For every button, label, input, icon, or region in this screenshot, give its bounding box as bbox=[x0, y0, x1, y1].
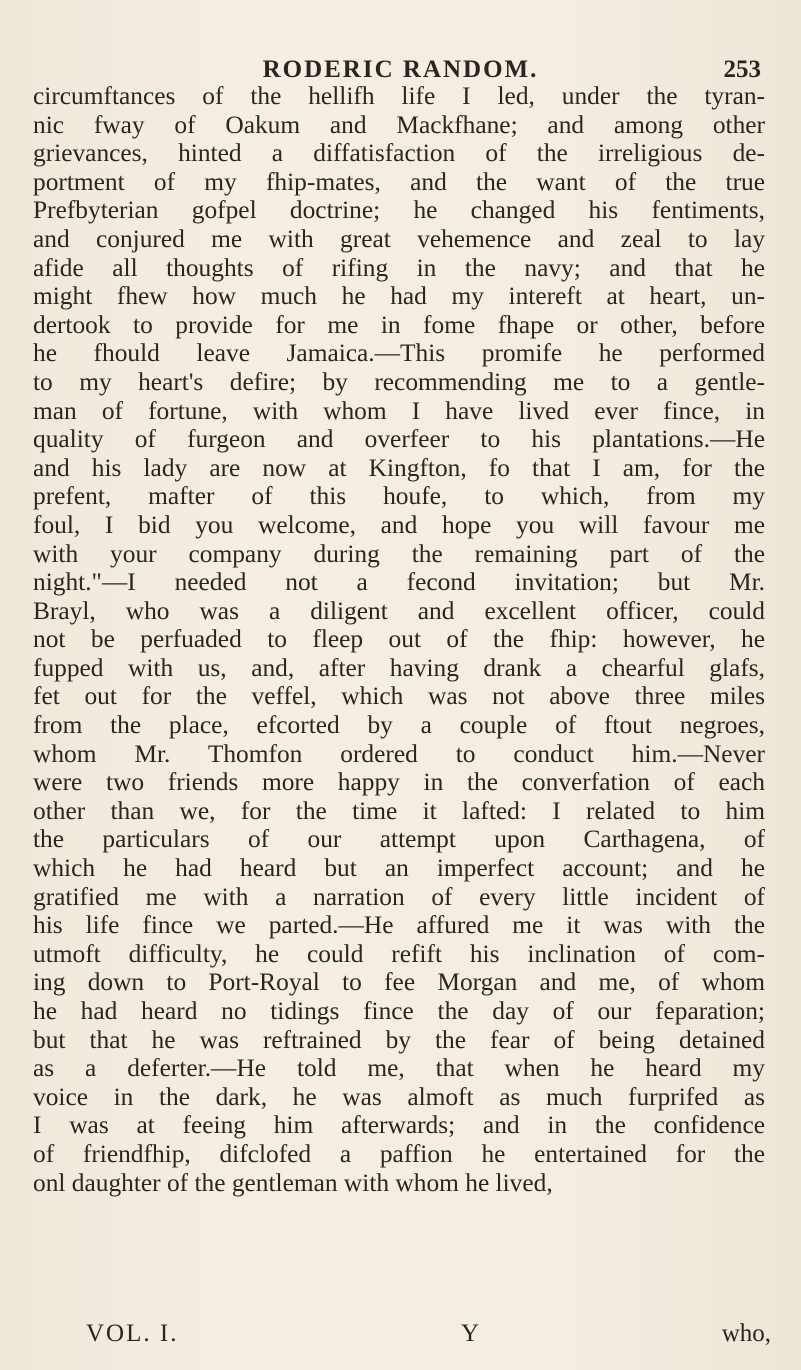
text-line: might fhew how much he had my intereft at heart, un- bbox=[33, 282, 765, 311]
text-line: Prefbyterian gofpel doctrine; he changed his fentiments, bbox=[33, 196, 765, 225]
text-line: nic fway of Oakum and Mackfhane; and among other bbox=[33, 110, 765, 139]
text-line: as a deferter.—He told me, that when he heard my bbox=[33, 1054, 765, 1083]
text-line: from the place, efcorted by a couple of ftout negroes, bbox=[33, 711, 765, 740]
text-line: night."—I needed not a fecond invitation; but Mr. bbox=[33, 568, 765, 597]
text-line: grievances, hinted a diffatisfaction of the irreligious de- bbox=[33, 139, 765, 168]
text-line: the particulars of our attempt upon Carthagena, of bbox=[33, 825, 765, 854]
signature-mark: Y bbox=[461, 1320, 480, 1347]
page-number: 253 bbox=[723, 56, 761, 83]
text-line: to my heart's defire; by recommending me to a gentle- bbox=[33, 367, 765, 396]
text-line: afide all thoughts of rifing in the navy; and that he bbox=[33, 253, 765, 282]
text-line: not be perfuaded to fleep out of the fhip: however, he bbox=[33, 625, 765, 654]
text-line: I was at feeing him afterwards; and in the confidence bbox=[33, 1111, 765, 1140]
text-line: he had heard no tidings fince the day of our feparation; bbox=[33, 997, 765, 1025]
text-line: onl daughter of the gentleman with whom he lived, bbox=[33, 1168, 553, 1197]
text-line: circumftances of the hellifh life I led, under the tyran- bbox=[33, 82, 765, 110]
text-line: man of fortune, with whom I have lived ever fince, in bbox=[33, 396, 765, 425]
text-line: of friendfhip, difclofed a paffion he entertained for the bbox=[33, 1139, 765, 1168]
text-line: his life fince we parted.—He affured me it was with the bbox=[33, 911, 765, 940]
text-line: foul, I bid you welcome, and hope you will favour me bbox=[33, 510, 765, 539]
running-head: RODERIC RANDOM. bbox=[262, 56, 539, 83]
text-line: utmoft difficulty, he could refift his inclination of com- bbox=[33, 939, 765, 968]
text-line: which he had heard but an imperfect account; and he bbox=[33, 854, 765, 883]
text-line: whom Mr. Thomfon ordered to conduct him.—Never bbox=[33, 739, 765, 768]
text-line: with your company during the remaining part of the bbox=[33, 539, 765, 568]
text-line: fupped with us, and, after having drank a chearful glafs, bbox=[33, 653, 765, 682]
text-line: ing down to Port-Royal to fee Morgan and me, of whom bbox=[33, 968, 765, 997]
body-text bbox=[33, 82, 765, 1197]
text-line: and his lady are now at Kingfton, fo that I am, for the bbox=[33, 453, 765, 482]
text-line: but that he was reftrained by the fear of being detained bbox=[33, 1025, 765, 1054]
text-line: other than we, for the time it lafted: I related to him bbox=[33, 796, 765, 825]
text-line: fet out for the veffel, which was not above three miles bbox=[33, 682, 765, 711]
page-footer bbox=[86, 1320, 771, 1352]
volume-mark: VOL. I. bbox=[86, 1320, 179, 1347]
text-line: voice in the dark, he was almoft as much furprifed as bbox=[33, 1082, 765, 1111]
text-line: and conjured me with great vehemence and zeal to lay bbox=[33, 224, 765, 253]
text-line: gratified me with a narration of every little incident of bbox=[33, 882, 765, 911]
text-line: he fhould leave Jamaica.—This promife he performed bbox=[33, 339, 765, 368]
text-line: prefent, mafter of this houfe, to which, from my bbox=[33, 482, 765, 511]
text-line: Brayl, who was a diligent and excellent officer, could bbox=[33, 596, 765, 625]
text-line: portment of my fhip-mates, and the want of the true bbox=[33, 167, 765, 196]
text-line: quality of furgeon and overfeer to his plantations.—He bbox=[33, 425, 765, 454]
text-line: were two friends more happy in the converfation of each bbox=[33, 768, 765, 797]
text-line: dertook to provide for me in fome fhape or other, before bbox=[33, 310, 765, 339]
catchword: who, bbox=[721, 1320, 771, 1347]
